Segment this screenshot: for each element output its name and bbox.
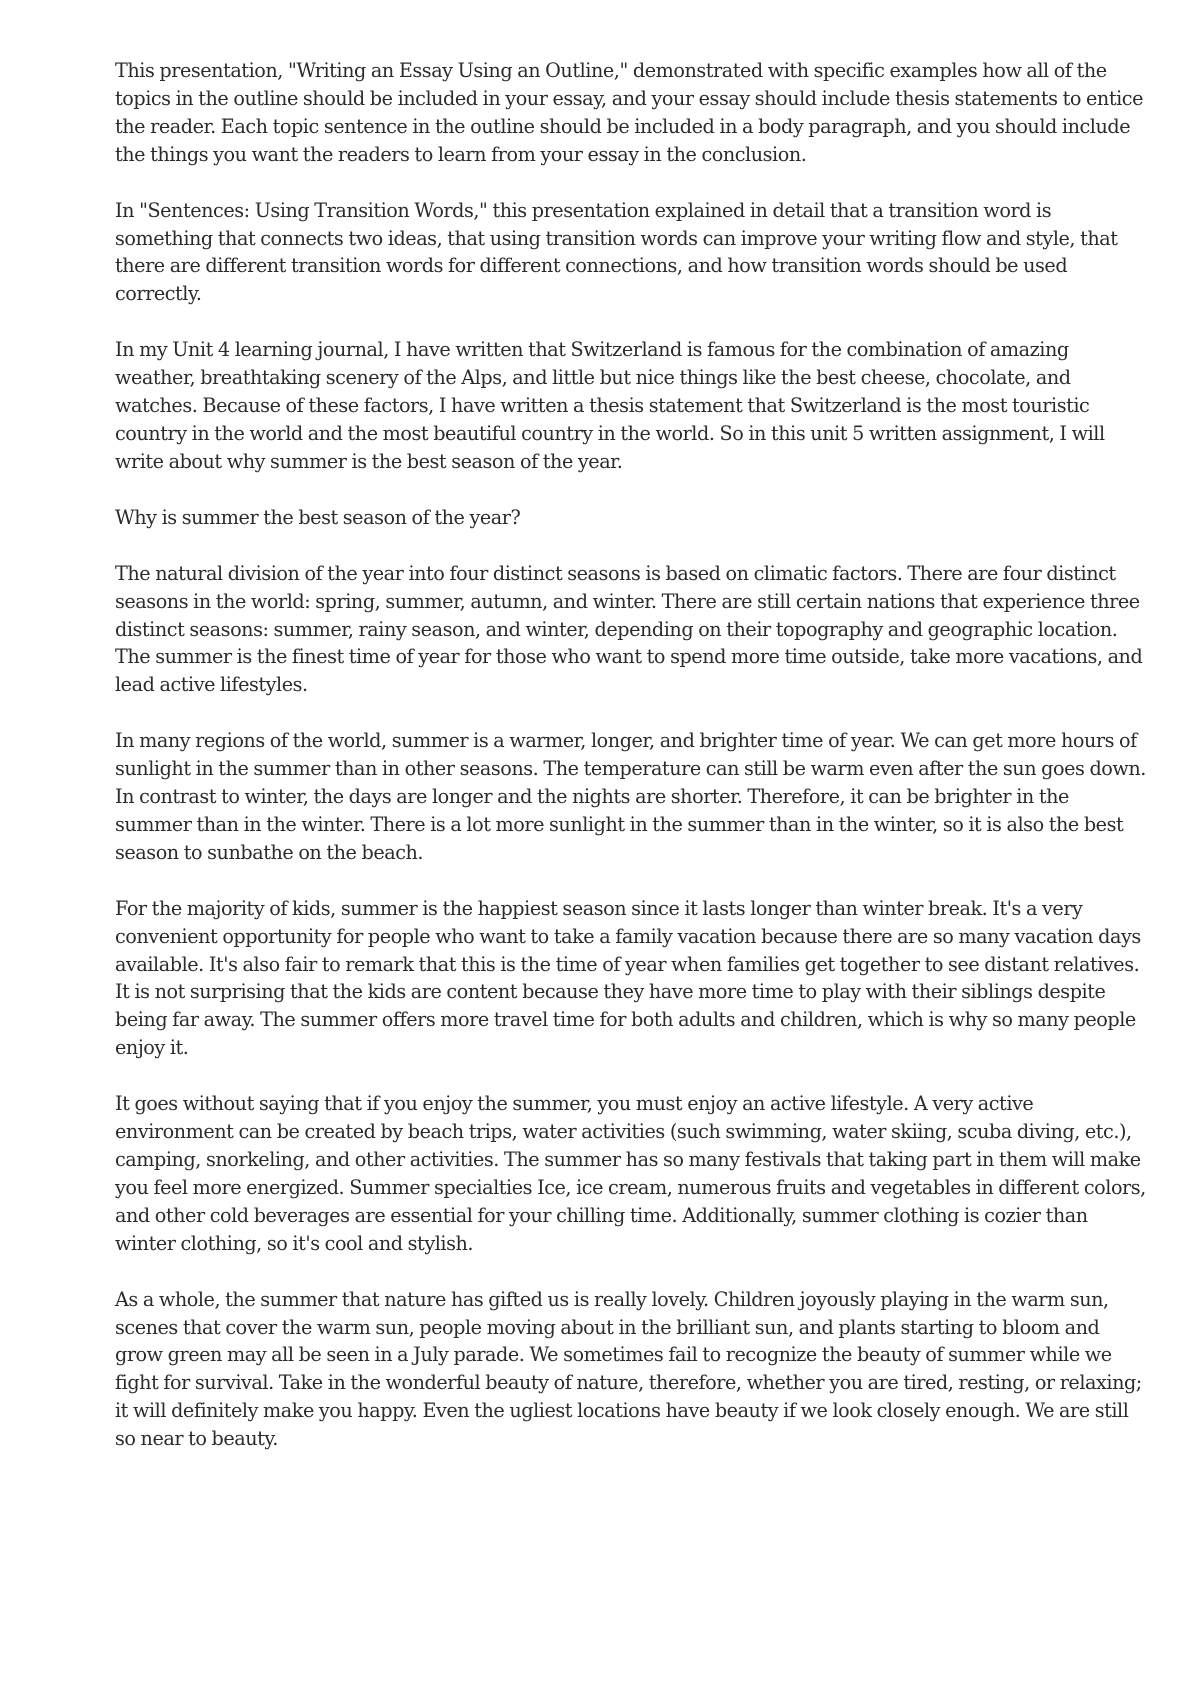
paragraph-active-lifestyle: It goes without saying that if you enjoy the summer, you must enjoy an active lifestyle. A very active environment can be created by beach trips, water activities (such swimming, water skiing, scuba diving, etc.), camping, snorkeling, and other activities. The summer has so many festivals that taking part in them will make you feel more energized. Summer specialties Ice, ice cream, numerous fruits and vegetables in different colors, and other cold beverages are essential for your chilling time. Additionally, summer clothing is cozier than winter clothing, so it's cool and stylish. (115, 1092, 1146, 1255)
paragraph-sunlight: In many regions of the world, summer is a warmer, longer, and brighter time of year. We can get more hours of sunlight in the summer than in other seasons. The temperature can still be warm even after the sun goes down. In contrast to winter, the days are longer and the nights are shorter. Therefore, it can be brighter in the summer than in the winter. There is a lot more sunlight in the summer than in the winter, so it is also the best season to sunbathe on the beach. (115, 729, 1146, 864)
paragraph-intro-outline: This presentation, "Writing an Essay Using an Outline," demonstrated with specific examples how all of the topics in the outline should be included in your essay, and your essay should include thesis statements to entice the reader. Each topic sentence in the outline should be included in a body paragraph, and you should include the things you want the readers to learn from your essay in the conclusion. (115, 59, 1143, 166)
essay-body (115, 57, 1150, 1453)
paragraph-kids-vacation: For the majority of kids, summer is the happiest season since it lasts longer than winter break. It's a very convenient opportunity for people who want to take a family vacation because there are so many vacation days available. It's also fair to remark that this is the time of year when families get together to see distant relatives. It is not surprising that the kids are content because they have more time to play with their siblings despite being far away. The summer offers more travel time for both adults and children, which is why so many people enjoy it. (115, 896, 1141, 1060)
paragraph-seasons: The natural division of the year into four distinct seasons is based on climatic factors. There are four distinct seasons in the world: spring, summer, autumn, and winter. There are still certain nations that experience three distinct seasons: summer, rainy season, and winter, depending on their topography and geographic location. The summer is the finest time of year for those who want to spend more time outside, take more vacations, and lead active lifestyles. (115, 561, 1143, 697)
essay-question: Why is summer the best season of the year? (115, 505, 521, 529)
paragraph-conclusion: As a whole, the summer that nature has gifted us is really lovely. Children joyously playing in the warm sun, scenes that cover the warm sun, people moving about in the brilliant sun, and plants starting to bloom and grow green may all be seen in a July parade. We sometimes fail to recognize the beauty of summer while we fight for survival. Take in the wonderful beauty of nature, therefore, whether you are tired, resting, or relaxing; it will definitely make you happy. Even the ugliest locations have beauty if we look closely enough. We are still so near to beauty. (115, 1287, 1142, 1451)
paragraph-unit4-journal: In my Unit 4 learning journal, I have written that Switzerland is famous for the combination of amazing weather, breathtaking scenery of the Alps, and little but nice things like the best cheese, chocolate, and watches. Because of these factors, I have written a thesis statement that Switzerland is the most touristic country in the world and the most beautiful country in the world. So in this unit 5 written assignment, I will write about why summer is the best season of the year. (115, 338, 1105, 473)
paragraph-transition-words: In "Sentences: Using Transition Words," this presentation explained in detail that a transition word is something that connects two ideas, that using transition words can improve your writing flow and style, that there are different transition words for different connections, and how transition words should be used correctly. (115, 198, 1118, 306)
